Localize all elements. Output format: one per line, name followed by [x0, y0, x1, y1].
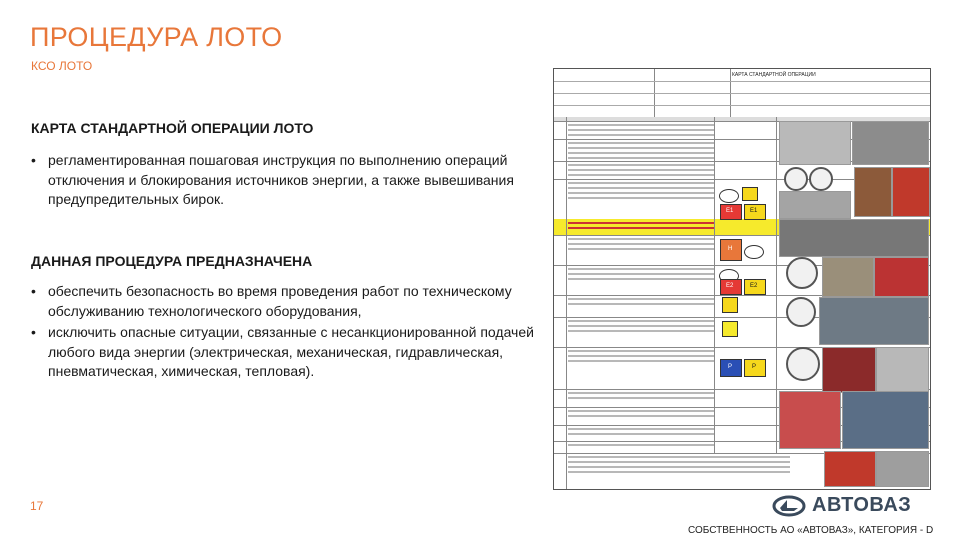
gauge-photo: [786, 347, 820, 381]
bullet-list-card: [31, 151, 541, 212]
doc-heading: КАРТА СТАНДАРТНОЙ ОПЕРАЦИИ: [732, 72, 816, 78]
tag-e2: E2: [720, 279, 742, 295]
bullet-list-purpose: [31, 282, 541, 384]
tag-p: P: [744, 359, 766, 377]
gauge-photo: [786, 297, 816, 327]
ownership-footer: СОБСТВЕННОСТЬ АО «АВТОВАЗ», КАТЕГОРИЯ - D: [688, 525, 934, 536]
doc-header: [554, 69, 930, 118]
page-number: 17: [30, 499, 44, 513]
tag-p: P: [720, 359, 742, 377]
tag-e1: E1: [744, 204, 766, 220]
bullet-item: • исключить опасные ситуации, связанные с несанкционированной подачей любого вида энергии (электрическая, механическая, гидравлическая, пневматическая, химическая, тепловая).: [31, 323, 541, 382]
hot-surface-icon: [722, 321, 738, 337]
tag-e2: E2: [744, 279, 766, 295]
section-heading-card: КАРТА СТАНДАРТНОЙ ОПЕРАЦИИ ЛОТО: [31, 120, 314, 136]
warning-icon: [722, 297, 738, 313]
lada-boat-icon: [772, 495, 806, 517]
gauge-photo: [809, 167, 833, 191]
logo-text: АВТОВАЗ: [812, 494, 912, 516]
tag-e1: E1: [720, 204, 742, 220]
gauge-photo: [786, 257, 818, 289]
gauge-photo: [784, 167, 808, 191]
eye-icon: [719, 189, 739, 203]
lock-icon: [742, 187, 758, 201]
bullet-item: • регламентированная пошаговая инструкция по выполнению операций отключения и блокирования источников энергии, а также вывешивания предупредительных бирок.: [31, 151, 541, 210]
page-title: ПРОЦЕДУРА ЛОТО: [30, 22, 283, 52]
standard-operation-card-image: [553, 68, 931, 490]
section-heading-purpose: ДАННАЯ ПРОЦЕДУРА ПРЕДНАЗНАЧЕНА: [31, 253, 313, 269]
page-subtitle: КСО ЛОТО: [31, 59, 93, 73]
tag-h: H: [720, 239, 742, 261]
eye-icon: [744, 245, 764, 259]
company-logo: [772, 494, 911, 517]
bullet-item: • обеспечить безопасность во время проведения работ по техническому обслуживанию технологического оборудования,: [31, 282, 541, 321]
